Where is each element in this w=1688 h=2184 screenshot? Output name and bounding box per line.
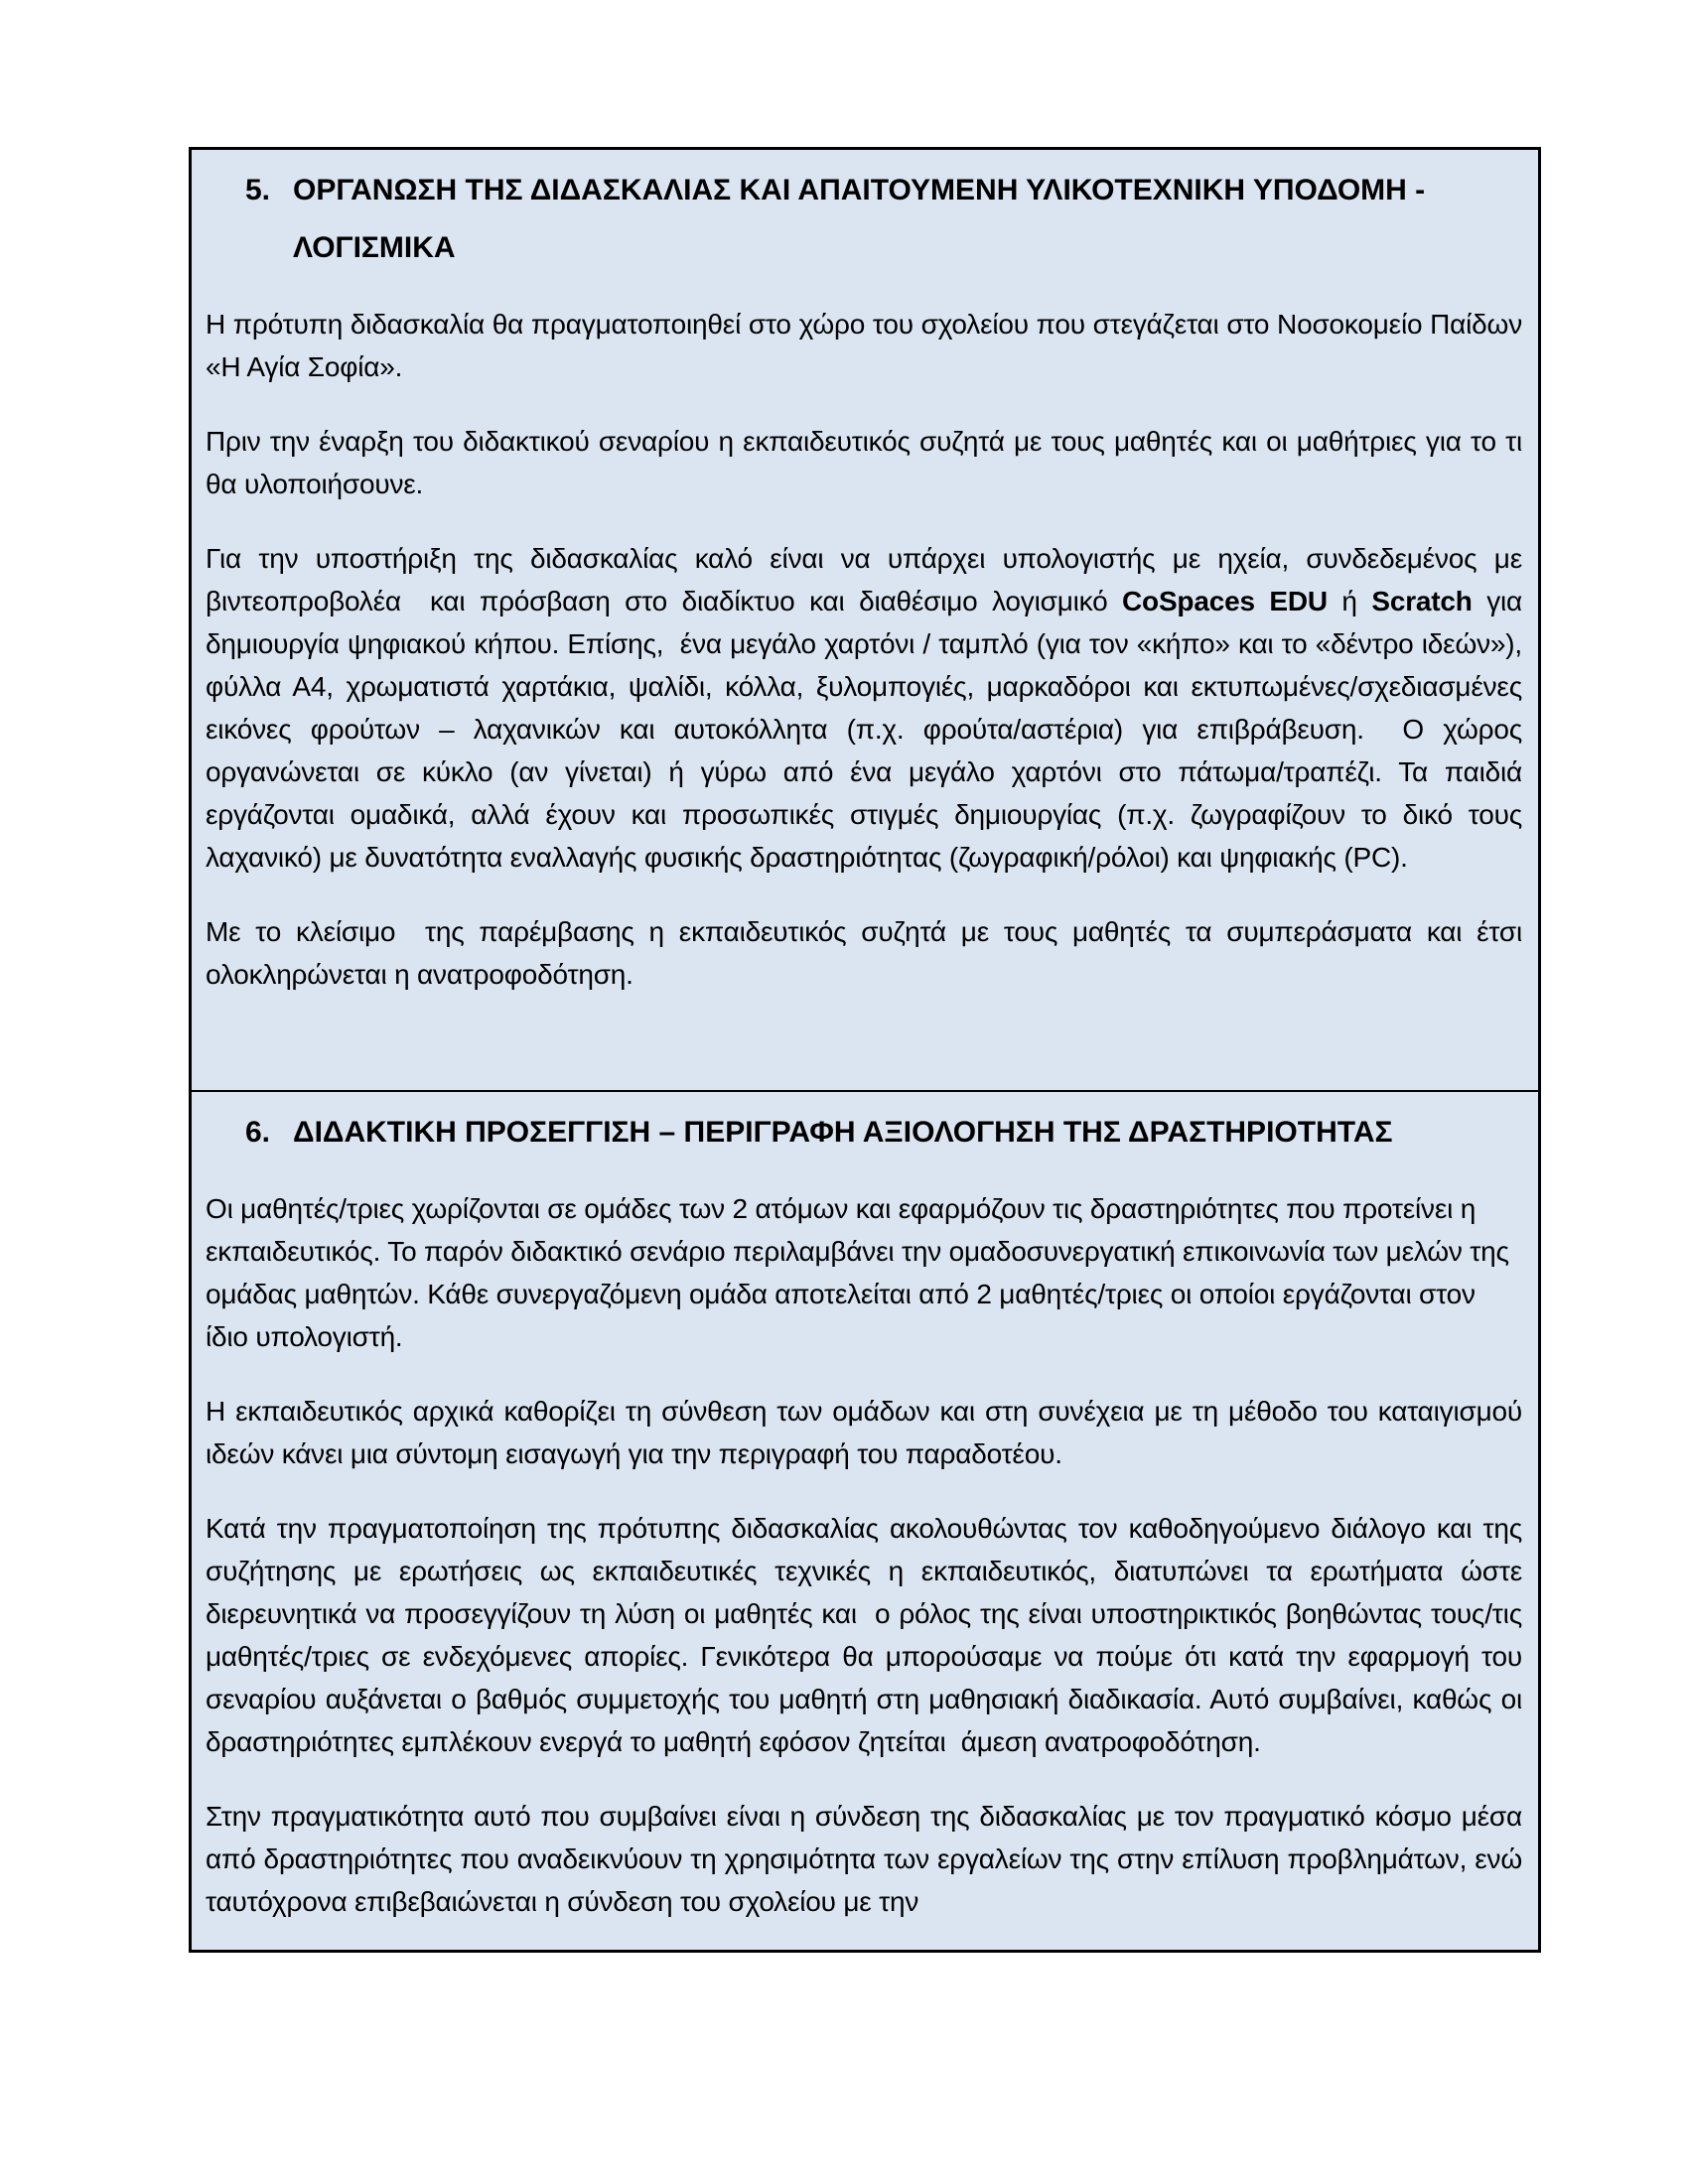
section-6-title-line1: ΔΙΔΑΚΤΙΚΗ ΠΡΟΣΕΓΓΙΣΗ – ΠΕΡΙΓΡΑΦΗ ΑΞΙΟΛΟΓΗΣΗ ΤΗΣ ΔΡΑΣΤΗΡΙΟΤΗΤΑΣ bbox=[293, 1116, 1393, 1149]
section-5-title-line2: ΛΟΓΙΣΜΙΚΑ bbox=[293, 231, 456, 264]
section-5-title-line1: ΟΡΓΑΝΩΣΗ ΤΗΣ ΔΙΔΑΣΚΑΛΙΑΣ ΚΑΙ ΑΠΑΙΤΟΥΜΕΝΗ ΥΛΙΚΟΤΕΧΝΙΚΗ ΥΠΟΔΟΜΗ - bbox=[293, 174, 1426, 206]
paragraph-pre-scenario-discussion: Πριν την έναρξη του διδακτικού σεναρίου η εκπαιδευτικός συζητά με τους μαθητές και οι μαθήτριες για το τι θα υλοποιήσουνε. bbox=[206, 426, 1530, 499]
paragraph-group-formation: Οι μαθητές/τριες χωρίζονται σε ομάδες των 2 ατόμων και εφαρμόζουν τις δραστηριότητες που προτείνει η εκπαιδευτικός. Το παρόν διδακτικό σενάριο περιλαμβάνει την ομαδοσυνεργατική επικοινωνία των μελών της ομάδας μαθητών. Κάθε συνεργαζόμενη ομάδα αποτελείται από 2 μαθητές/τριες οι οποίοι εργάζονται στον ίδιο υπολογιστή. bbox=[206, 1193, 1517, 1352]
section-5-heading bbox=[245, 162, 1522, 277]
section-5-cell bbox=[192, 150, 1538, 1090]
section-6-title bbox=[293, 1104, 1393, 1161]
paragraph-guided-dialogue: Κατά την πραγματοποίηση της πρότυπης διδασκαλίας ακολουθώντας τον καθοδηγούμενο διάλογο και της συζήτησης με ερωτήσεις ως εκπαιδευτικές τεχνικές η εκπαιδευτικός, διατυπώνει τα ερωτήματα ώστε διερευνητικά να προσεγγίζουν τη λύση οι μαθητές και ο ρόλος της είναι υποστηρικτικός βοηθώντας τους/τις μαθητές/τριες σε ενδεχόμενες απορίες. Γενικότερα θα μπορούσαμε να πούμε ότι κατά την εφαρμογή του σεναρίου αυξάνεται ο βαθμός συμμετοχής του μαθητή στη μαθησιακή διαδικασία. Αυτό συμβαίνει, καθώς οι δραστηριότητες εμπλέκουν ενεργά το μαθητή εφόσον ζητείται άμεση ανατροφοδότηση. bbox=[206, 1513, 1530, 1757]
cospaces-edu-bold-text: CoSpaces EDU bbox=[1122, 586, 1328, 616]
scenario-table bbox=[189, 147, 1541, 1953]
section-6-heading bbox=[245, 1104, 1522, 1161]
scratch-bold-text: Scratch bbox=[1371, 586, 1473, 616]
section-5-number: 5. bbox=[245, 174, 271, 206]
paragraph-real-world-connection: Στην πραγματικότητα αυτό που συμβαίνει είναι η σύνδεση της διδασκαλίας με τον πραγματικό κόσμο μέσα από δραστηριότητες που αναδεικνύουν τη χρησιμότητα των εργαλείων της στην επίλυση προβλημάτων, ενώ ταυτόχρονα επιβεβαιώνεται η σύνδεση του σχολείου με την bbox=[206, 1801, 1530, 1917]
paragraph-equipment-software bbox=[206, 537, 1530, 879]
section-6-number: 6. bbox=[245, 1116, 271, 1149]
equipment-text-part3: για δημιουργία ψηφιακού κήπου. Επίσης, ένα μεγάλο χαρτόνι / ταμπλό (για τον «κήπο» και το «δέντρο ιδεών»), φύλλα Α4, χρωματιστά χαρτάκια, ψαλίδι, κόλλα, ξυλομπογιές, μαρκαδόροι και εκτυπωμένες/σχεδιασμένες εικόνες φρούτων – λαχανικών και αυτοκόλλητα (π.χ. φρούτα/αστέρια) για επιβράβευση. Ο χώρος οργανώνεται σε κύκλο (αν γίνεται) ή γύρω από ένα μεγάλο χαρτόνι στο πάτωμα/τραπέζι. Τα παιδιά εργάζονται ομαδικά, αλλά έχουν και προσωπικές στιγμές δημιουργίας (π.χ. ζωγραφίζουν το δικό τους λαχανικό) με δυνατότητα εναλλαγής φυσικής δραστηριότητας (ζωγραφική/ρόλοι) και ψηφιακής (PC). bbox=[206, 586, 1530, 873]
equipment-text-part2: ή bbox=[1327, 586, 1372, 616]
equipment-text-part1: Για την υποστήριξη της διδασκαλίας καλό είναι να υπάρχει υπολογιστής με ηχεία, συνδεδεμένος με βιντεοπροβολέα και πρόσβαση στο διαδίκτυο και διαθέσιμο λογισμικό bbox=[206, 543, 1530, 616]
paragraph-brainstorming-intro: Η εκπαιδευτικός αρχικά καθορίζει τη σύνθεση των ομάδων και στη συνέχεια με τη μέθοδο του καταιγισμού ιδεών κάνει μια σύντομη εισαγωγή για την περιγραφή του παραδοτέου. bbox=[206, 1396, 1530, 1469]
paragraph-closing-feedback: Με το κλείσιμο της παρέμβασης η εκπαιδευτικός συζητά με τους μαθητές τα συμπεράσματα και έτσι ολοκληρώνεται η ανατροφοδότηση. bbox=[206, 916, 1530, 990]
section-5-title bbox=[293, 162, 1425, 277]
paragraph-teaching-location: Η πρότυπη διδασκαλία θα πραγματοποιηθεί στο χώρο του σχολείου που στεγάζεται στο Νοσοκομείο Παίδων «Η Αγία Σοφία». bbox=[206, 309, 1530, 382]
section-6-cell bbox=[192, 1090, 1538, 1950]
